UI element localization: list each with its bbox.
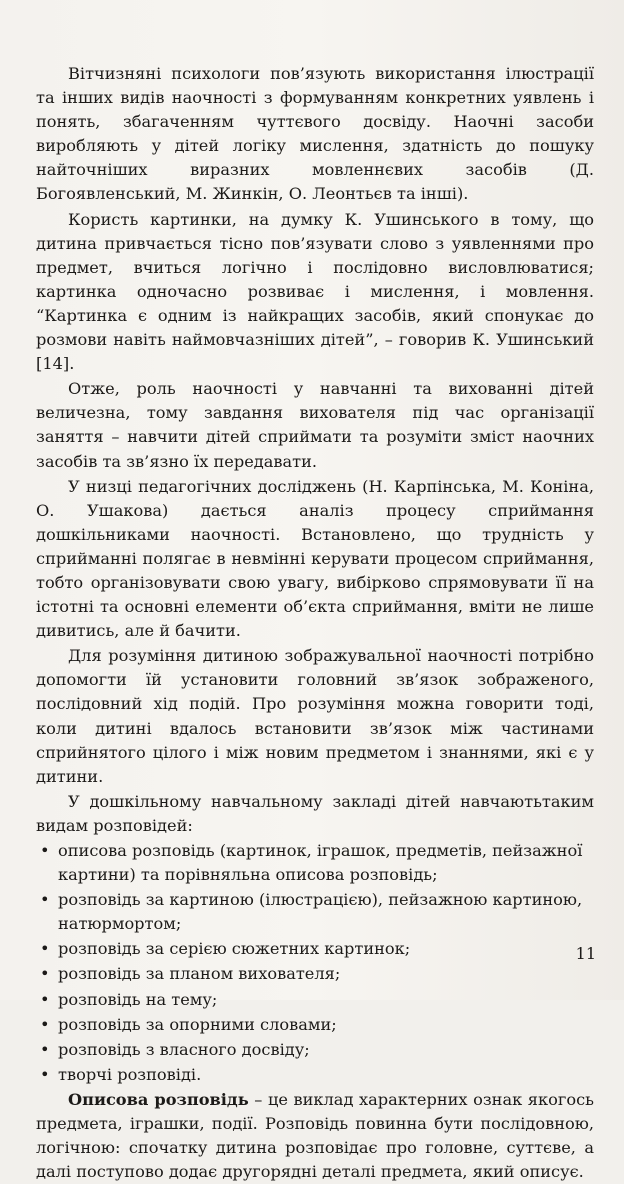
story-types-list [36,839,594,1087]
page-body [36,62,594,1184]
bullet-icon: • [40,1039,50,1059]
bullet-icon: • [40,841,50,860]
paragraph-descriptive-story [36,1088,594,1184]
term-descriptive-story: Описова розповідь [68,1089,249,1109]
paragraph-research: У низці педагогічних досліджень (Н. Карпінська, М. Коніна, О. Ушакова) дається аналіз процесу сприймання дошкільниками наочності. Встановлено, що трудність у сприйманні полягає в невмінні керувати процесом сприймання, тобто організовувати свою увагу, вибірково спрямовувати її на істотні та основні елементи об’єкта сприймання, вміти не лише дивитись, але й бачити. [36,476,594,641]
list-item: • розповідь за планом вихователя; [36,962,594,986]
list-item: • розповідь з власного досвіду; [36,1038,594,1062]
list-item: • розповідь за картиною (ілюстрацією), пейзажною картиною, натюрмортом; [40,890,583,934]
list-item: • розповідь на тему; [36,988,594,1012]
page-number: 11 [575,944,596,963]
list-item: • творчі розповіді. [36,1063,594,1087]
bullet-icon: • [40,1064,50,1084]
bullet-icon: • [40,1014,50,1034]
paragraph-role-of-visuals: Отже, роль наочності у навчанні та вихованні дітей величезна, тому завдання вихователя під час організації заняття – навчити дітей сприймати та розуміти зміст наочних засобів та зв’язно їх передавати. [36,379,594,471]
bullet-icon: • [40,890,50,910]
bullet-icon: • [40,939,50,959]
bullet-icon: • [40,964,50,984]
descriptive-story-definition: – це виклад характерних ознак якогось предмета, іграшки, події. Розповідь повинна бути послідовною, логічною: спочатку дитина розповідає про головне, суттєве, а далі поступово додає другорядні деталі предмета, який описує. [36,1089,594,1182]
list-item: • описова розповідь (картинок, іграшок, предметів, пейзажної картини) та порівняльна описова розповідь; [40,841,583,885]
bullet-icon: • [40,989,50,1009]
paragraph-understanding: Для розуміння дитиною зображувальної наочності потрібно допомогти їй установити головний зв’язок зображеного, послідовний хід подій. Про розуміння можна говорити тоді, коли дитині вдалось встановити зв’язок між частинами сприйнятого цілого і між новим предметом і знаннями, які є у дитини. [36,646,594,786]
paragraph-psychologists: Вітчизняні психологи пов’язують використання ілюстрації та інших видів наочності з формуванням конкретних уявлень і понять, збагаченням чуттєвого досвіду. Наочні засоби виробляють у дітей логіку мислення, здатність до пошуку найточніших виразних мовленнєвих засобів (Д. Богоявленський, М. Жинкін, О. Леонтьєв та інші). [36,64,594,204]
list-item: • розповідь за опорними словами; [36,1013,594,1037]
list-item: • розповідь за серією сюжетних картинок; [36,937,594,961]
paragraph-ushinsky: Користь картинки, на думку К. Ушинського в тому, що дитина привчається тісно пов’язувати слово з уявленнями про предмет, вчиться логічно і послідовно висловлюватися; картинка одночасно розвиває і мислення, і мовлення. “Картинка є одним із найкращих засобів, який спонукає до розмови навіть наймовчазніших дітей”, – говорив К. Ушинський [14]. [36,209,594,374]
paragraph-story-types-intro: У дошкільному навчальному закладі дітей навчаютьтаким видам розповідей: [36,791,594,835]
